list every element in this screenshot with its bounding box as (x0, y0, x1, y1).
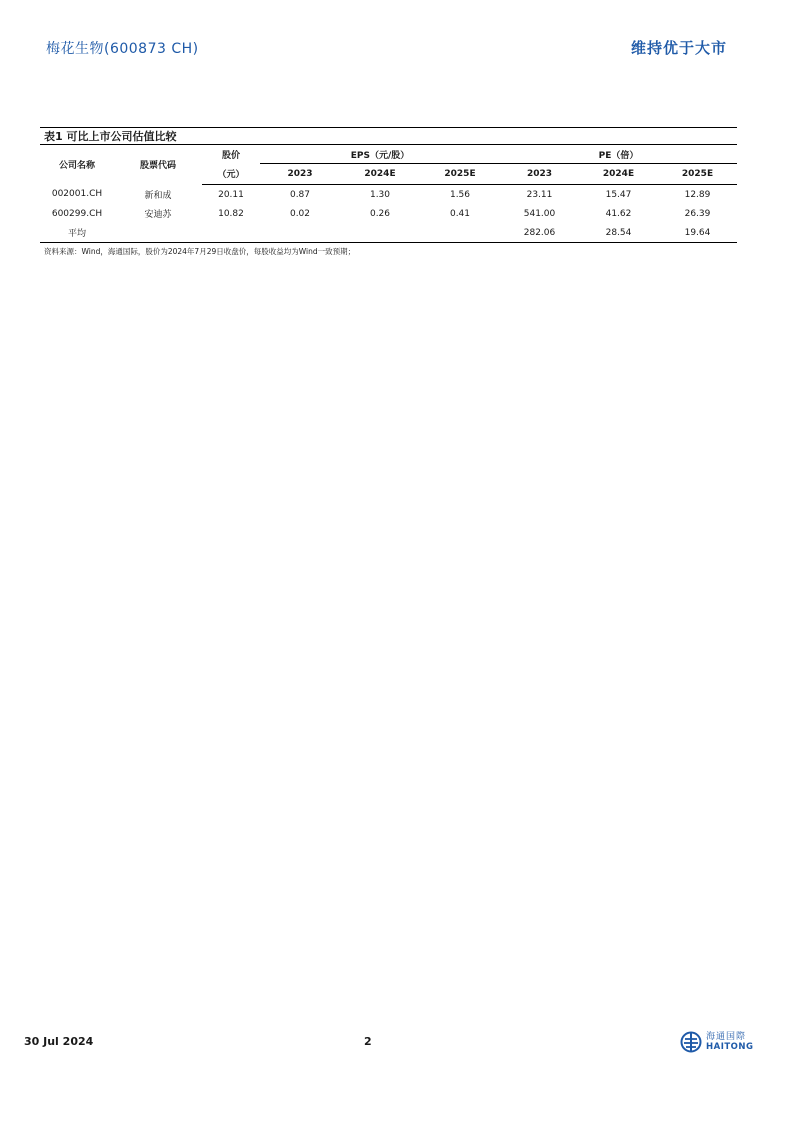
table-row-average (40, 223, 737, 243)
haitong-logo-icon (680, 1031, 702, 1053)
col-pe-2025e: 2025E (658, 164, 737, 185)
col-eps-2023: 2023 (260, 164, 340, 185)
col-pe-2024e: 2024E (579, 164, 658, 185)
cell-pe-2023: 541.00 (523, 208, 556, 219)
col-code: 股票代码 (139, 161, 176, 172)
cell-eps-2024e: 0.26 (369, 208, 391, 219)
col-price: 股价 (221, 150, 240, 161)
col-eps-2024e: 2024E (340, 164, 420, 185)
table-caption: 表1 可比上市公司估值比较 (44, 130, 177, 143)
col-company: 公司名称 (58, 161, 95, 172)
page-number: 2 (364, 1035, 372, 1048)
rating-label: 维持优于大市 (630, 39, 727, 57)
cell-avg-pe-2023: 282.06 (523, 227, 556, 238)
col-eps-group: EPS（元/股） (260, 145, 500, 164)
cell-eps-2025e: 0.41 (449, 208, 471, 219)
haitong-logo (680, 1031, 753, 1053)
cell-pe-2025e: 12.89 (684, 189, 711, 200)
valuation-table (40, 144, 737, 243)
report-date: 30 Jul 2024 (24, 1035, 94, 1048)
table-row (40, 185, 737, 205)
report-title: 梅花生物(600873 CH) (46, 41, 199, 57)
table-source-note: 资料来源：Wind，海通国际，股价为2024年7月29日收盘价，每股收益均为Wind一致预期； (44, 247, 356, 256)
logo-text-en: HAITONG (706, 1042, 754, 1052)
cell-code: 安迪苏 (144, 210, 172, 220)
cell-eps-2023: 0.02 (289, 208, 311, 219)
col-price-unit: （元） (202, 164, 260, 185)
cell-pe-2025e: 26.39 (684, 208, 711, 219)
cell-eps-2024e: 1.30 (369, 189, 391, 200)
cell-avg-pe-2024e: 28.54 (605, 227, 632, 238)
cell-average-label: 平均 (67, 229, 86, 239)
cell-price: 20.11 (218, 189, 244, 200)
cell-pe-2024e: 41.62 (605, 208, 632, 219)
col-eps-2025e: 2025E (420, 164, 500, 185)
col-pe-2023: 2023 (500, 164, 579, 185)
cell-eps-2025e: 1.56 (449, 189, 471, 200)
cell-price: 10.82 (218, 208, 244, 219)
cell-company: 002001.CH (51, 189, 103, 200)
table-row (40, 204, 737, 223)
cell-avg-pe-2025e: 19.64 (684, 227, 711, 238)
logo-text-cn: 海通国際 (706, 1032, 747, 1042)
col-pe-group: PE（倍） (500, 145, 737, 164)
cell-company: 600299.CH (51, 208, 103, 219)
cell-pe-2024e: 15.47 (605, 189, 632, 200)
cell-code: 新和成 (144, 190, 172, 201)
cell-eps-2023: 0.87 (289, 189, 311, 200)
cell-pe-2023: 23.11 (526, 189, 553, 200)
